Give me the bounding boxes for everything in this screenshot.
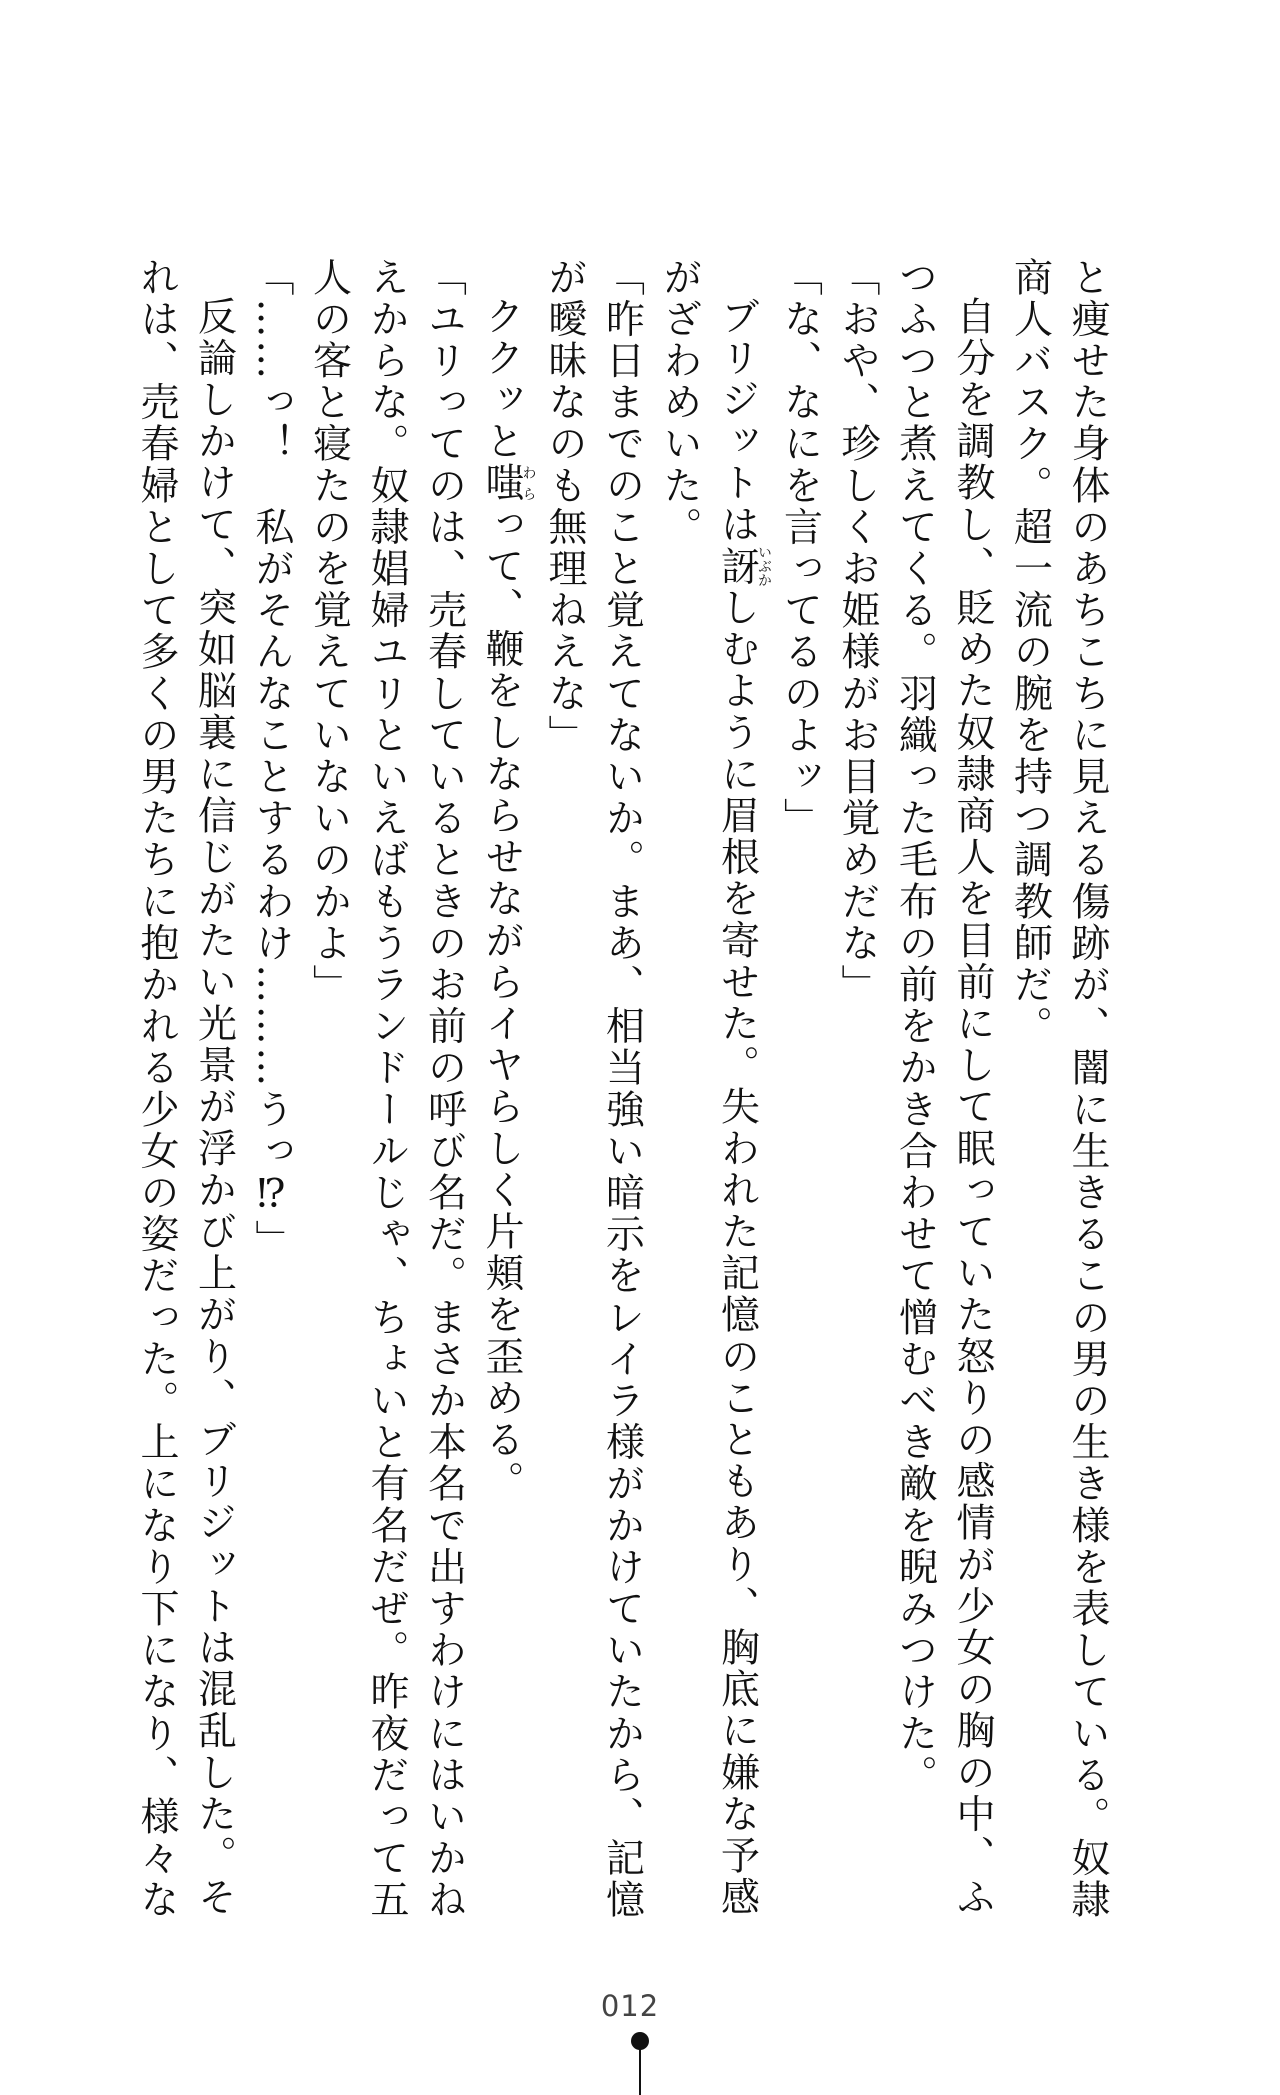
text-line-8: がざわめいた。: [657, 257, 702, 549]
text-line-3: 自分を調教し、貶めた奴隷商人を目前にして眠っていた怒りの感情が少女の胸の中、ふ: [950, 296, 995, 1919]
page-marker-line: [639, 2048, 641, 2095]
text-line-4: つふつと煮えてくる。羽織った毛布の前をかき合わせて憎むべき敵を睨みつけた。: [892, 257, 938, 1797]
text-line-13: えからな。奴隷娼婦ユリといえばもうランドールじゃ、ちょいと有名だぜ。昨夜だって五: [364, 257, 409, 1921]
ruby-warau: [479, 462, 537, 505]
text-line-7-start: ブリジットは: [714, 296, 760, 546]
text-line-7: [708, 257, 772, 1919]
page-number: 012: [600, 1989, 660, 2023]
text-line-9: 「昨日までのこと覚えてないか。まあ、相当強い暗示をレイラ様がかけていたから、記憶: [599, 257, 645, 1921]
text-line-6: 「な、なにを言ってるのよッ」: [777, 257, 823, 840]
vertical-text-body: [134, 257, 1116, 1921]
text-line-2: 商人バスク。超一流の腕を持つ調教師だ。: [1007, 257, 1053, 1048]
text-line-10: が曖昧なのも無理ねえな」: [542, 257, 587, 757]
ruby-ibuka: [714, 545, 772, 588]
ruby-reading-ibuka: いぶか: [756, 545, 772, 588]
ruby-base-warau: 嗤: [479, 462, 524, 505]
text-line-1: と痩せた身体のあちこちに見える傷跡が、闇に生きるこの男の生き様を表している。奴隷: [1065, 257, 1110, 1921]
ruby-base-ibuka: 訝: [714, 545, 760, 588]
text-line-11: [473, 257, 536, 1757]
text-line-15: 「……っ！ 私がそんなことするわけ………うっ⁉」: [249, 257, 294, 1262]
text-line-17: れは、売春婦として多くの男たちに抱かれる少女の姿だった。上になり下になり、様々な: [134, 257, 179, 1921]
text-line-11-end: って、鞭をしならせながらイヤらしく片頬を歪める。: [479, 504, 524, 1503]
text-line-7-end: しむように眉根を寄せた。失われた記憶のこともあり、胸底に嫌な予感: [714, 587, 760, 1919]
text-line-5: 「おや、珍しくお姫様がお目覚めだな」: [835, 257, 880, 1006]
text-line-11-start: ククッと: [479, 296, 524, 463]
text-line-12: 「ユリってのは、売春しているときのお前の呼び名だ。まさか本名で出すわけにはいかね: [421, 257, 467, 1921]
text-line-16: 反論しかけて、突如脳裏に信じがたい光景が浮かび上がり、ブリジットは混乱した。そ: [191, 296, 237, 1919]
ruby-reading-warau: わら: [520, 462, 537, 504]
text-line-14: 人の客と寝たのを覚えていないのかよ」: [306, 257, 352, 1006]
